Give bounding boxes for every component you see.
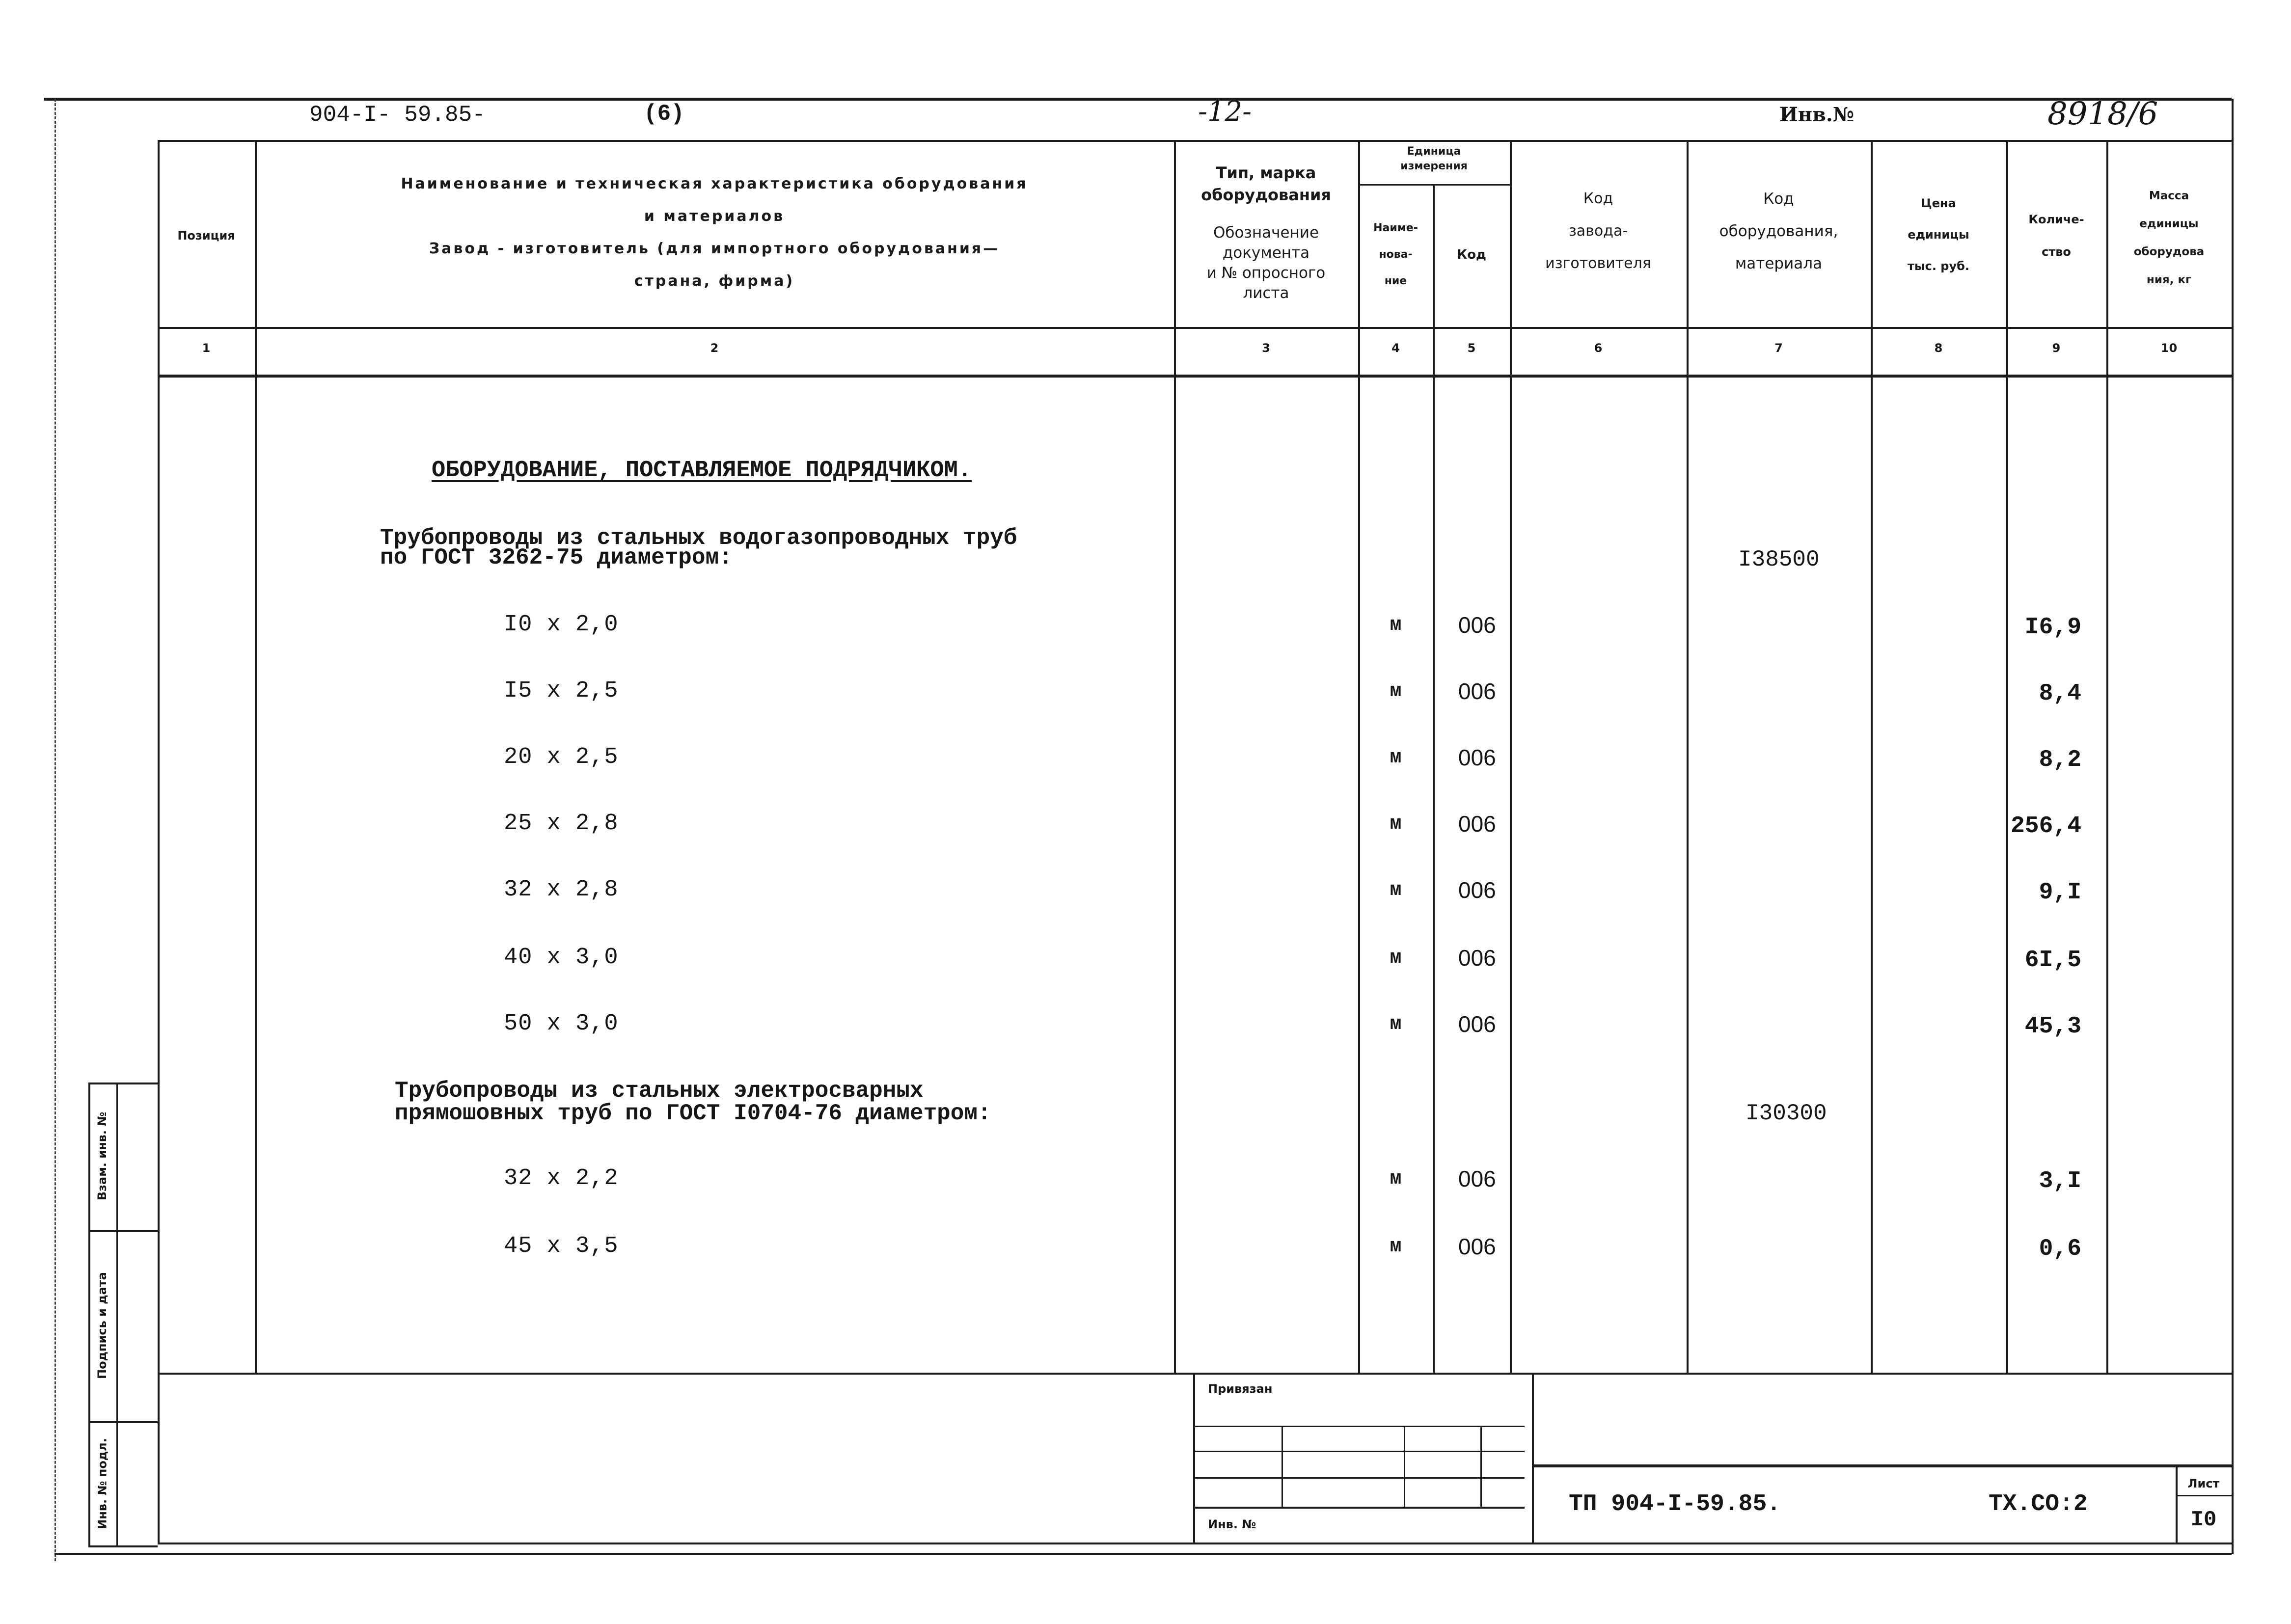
item-unit: м [1390, 1168, 1402, 1190]
header-plant-code [1510, 183, 1687, 280]
column-divider-4 [1433, 184, 1435, 1373]
item-unit: м [1390, 1013, 1402, 1035]
stamp-grid-line [1193, 1426, 1525, 1427]
item-quantity: 8,2 [2039, 747, 2081, 773]
header-quantity [2006, 203, 2106, 268]
header-price [1871, 188, 2006, 282]
column-divider-6 [1687, 140, 1689, 1373]
document-section-code: ТХ.СО:2 [1989, 1491, 2088, 1517]
group-item-code: I38500 [1738, 547, 1820, 572]
document-variant: (6) [644, 101, 684, 127]
header-quantity-line: ство [2042, 245, 2071, 259]
header-item-code-line: Код [1763, 190, 1794, 208]
item-unit-code: 006 [1458, 745, 1496, 770]
item-unit: м [1390, 680, 1402, 703]
item-unit-code: 006 [1458, 1011, 1496, 1037]
item-size: 45 x 3,5 [504, 1233, 619, 1259]
item-unit-code: 006 [1458, 678, 1496, 704]
header-type-line: Тип, марка [1216, 163, 1316, 182]
page-right-rule [2232, 99, 2234, 1554]
document-code: 904-I- 59.85- [309, 102, 486, 128]
group-title [380, 525, 1017, 570]
item-size: 50 x 3,0 [504, 1011, 619, 1037]
header-mass-line: Масса [2149, 189, 2189, 202]
header-unit-name-line: Наиме- [1373, 222, 1418, 234]
margin-replaced-inventory-label: Взам. инв. № [95, 1111, 109, 1201]
header-name [255, 168, 1174, 298]
sheet-label: Лист [2187, 1477, 2220, 1490]
document-designation: ТП 904-I-59.85. [1569, 1491, 1781, 1517]
item-size: I5 x 2,5 [504, 678, 619, 704]
group-title [395, 1080, 991, 1125]
sheet-number: I0 [2190, 1508, 2217, 1532]
header-document-line: Обозначение [1213, 224, 1319, 242]
header-unit [1358, 144, 1510, 174]
header-unit-name-line: ние [1384, 275, 1407, 287]
column-number: 6 [1594, 341, 1603, 355]
header-plant-code-line: Код [1583, 190, 1613, 207]
column-divider-9 [2106, 140, 2108, 1373]
stamp-grid-line [1193, 1451, 1525, 1452]
column-number: 10 [2160, 341, 2178, 355]
item-quantity: 3,I [2039, 1168, 2081, 1194]
column-number: 1 [202, 341, 211, 355]
column-number-row-border [158, 375, 2232, 378]
header-plant-code-line: изготовителя [1545, 255, 1651, 272]
group-title-line: прямошовных труб по ГОСТ I0704-76 диаметром: [395, 1101, 991, 1126]
margin-original-inventory-label: Инв. № подл. [95, 1438, 109, 1529]
header-document [1174, 223, 1358, 303]
header-mass [2106, 182, 2232, 294]
item-unit-code: 006 [1458, 945, 1496, 971]
item-unit: м [1390, 879, 1402, 901]
item-size: 32 x 2,8 [504, 877, 619, 903]
header-bottom-border [158, 327, 2232, 329]
column-number: 8 [1934, 341, 1943, 355]
header-price-line: Цена [1921, 196, 1956, 210]
stamp-right-border [1532, 1373, 1534, 1543]
item-size: 40 x 3,0 [504, 945, 619, 971]
column-number: 3 [1262, 341, 1270, 355]
header-unit-line: Единица [1407, 145, 1461, 158]
item-quantity: 9,I [2039, 879, 2081, 906]
header-unit-code: Код [1456, 247, 1487, 262]
header-mass-line: оборудова [2133, 245, 2205, 258]
header-item-code-line: материала [1735, 255, 1823, 272]
column-number: 4 [1391, 341, 1400, 355]
margin-stamp-divider [116, 1083, 118, 1546]
inventory-label: Инв.№ [1779, 103, 1855, 126]
group-title-line: Трубопроводы из стальных электросварных [395, 1078, 924, 1104]
stamp-bound-label: Привязан [1208, 1382, 1273, 1396]
item-quantity: 0,6 [2039, 1236, 2081, 1262]
item-quantity: 256,4 [2010, 813, 2081, 839]
margin-signature-date-label: Подпись и дата [95, 1272, 109, 1379]
title-block-top-border [1532, 1464, 2232, 1467]
item-size: 20 x 2,5 [504, 744, 619, 770]
group-title-line: по ГОСТ 3262-75 диаметром: [380, 545, 733, 570]
item-unit-code: 006 [1458, 1166, 1496, 1191]
stamp-grid-line [1193, 1477, 1525, 1479]
item-unit-code: 006 [1458, 612, 1496, 638]
group-item-code: I30300 [1746, 1101, 1827, 1126]
header-quantity-line: Количе- [2028, 213, 2084, 226]
page-left-rule [55, 99, 56, 1561]
item-size: 32 x 2,2 [504, 1165, 619, 1191]
item-unit: м [1390, 947, 1402, 969]
item-quantity: I6,9 [2024, 614, 2081, 641]
header-plant-code-line: завода- [1568, 222, 1628, 240]
section-title: ОБОРУДОВАНИЕ, ПОСТАВЛЯЕМОЕ ПОДРЯДЧИКОМ. [432, 458, 972, 484]
item-unit-code: 006 [1458, 811, 1496, 837]
header-document-line: листа [1243, 284, 1289, 302]
column-divider-1 [255, 140, 257, 1373]
inventory-number: 8918/6 [2047, 96, 2158, 132]
stamp-grid-line [1193, 1507, 1525, 1509]
header-name-line: страна, фирма) [634, 272, 795, 290]
stamp-grid-divider [1404, 1426, 1405, 1507]
column-number: 2 [710, 341, 719, 355]
margin-stamp-left-border [88, 1083, 90, 1546]
item-size: I0 x 2,0 [504, 612, 619, 638]
column-divider-7 [1871, 140, 1873, 1373]
item-unit: м [1390, 1236, 1402, 1258]
sheet-box-divider [2176, 1495, 2232, 1496]
header-name-line: и материалов [644, 208, 785, 225]
item-quantity: 8,4 [2039, 680, 2081, 707]
table-top-border [158, 140, 2232, 142]
stamp-grid-divider [1282, 1426, 1283, 1507]
header-type-line: оборудования [1201, 186, 1331, 204]
item-unit-code: 006 [1458, 1234, 1496, 1259]
column-number: 5 [1467, 341, 1476, 355]
item-quantity: 6I,5 [2024, 947, 2081, 974]
sheet-box-border [2176, 1465, 2178, 1543]
header-mass-line: ния, кг [2146, 273, 2192, 286]
header-document-line: и № опросного [1206, 264, 1326, 282]
column-number: 9 [2052, 341, 2061, 355]
item-unit: м [1390, 747, 1402, 769]
item-size: 25 x 2,8 [504, 811, 619, 837]
stamp-grid-divider [1480, 1426, 1482, 1507]
item-unit: м [1390, 813, 1402, 835]
page-number: -12- [1198, 96, 1252, 128]
header-name-line: Завод - изготовитель (для импортного оборудования— [429, 240, 1000, 257]
stamp-inventory-label: Инв. № [1208, 1517, 1256, 1531]
header-price-line: единицы [1908, 228, 1969, 242]
header-document-line: документа [1222, 244, 1310, 262]
item-quantity: 45,3 [2024, 1013, 2081, 1040]
page-bottom-rule [55, 1553, 2232, 1555]
header-item-code [1687, 183, 1871, 280]
header-unit-name [1358, 215, 1433, 295]
header-name-line: Наименование и техническая характеристика оборудования [401, 175, 1028, 192]
column-number: 7 [1774, 341, 1783, 355]
header-unit-line: измерения [1400, 160, 1468, 172]
header-mass-line: единицы [2139, 217, 2199, 230]
header-item-code-line: оборудования, [1719, 222, 1838, 240]
column-divider-5 [1510, 140, 1512, 1373]
group-title-line: Трубопроводы из стальных водогазопроводных труб [380, 525, 1017, 551]
item-unit-code: 006 [1458, 877, 1496, 903]
header-type [1174, 162, 1358, 206]
header-position: Позиция [177, 229, 235, 243]
header-unit-name-line: нова- [1379, 248, 1413, 261]
header-price-line: тыс. руб. [1907, 259, 1969, 273]
stamp-left-border [1193, 1373, 1195, 1543]
page-top-rule [44, 98, 2232, 101]
column-divider-2 [1174, 140, 1176, 1373]
item-unit: м [1390, 614, 1402, 636]
